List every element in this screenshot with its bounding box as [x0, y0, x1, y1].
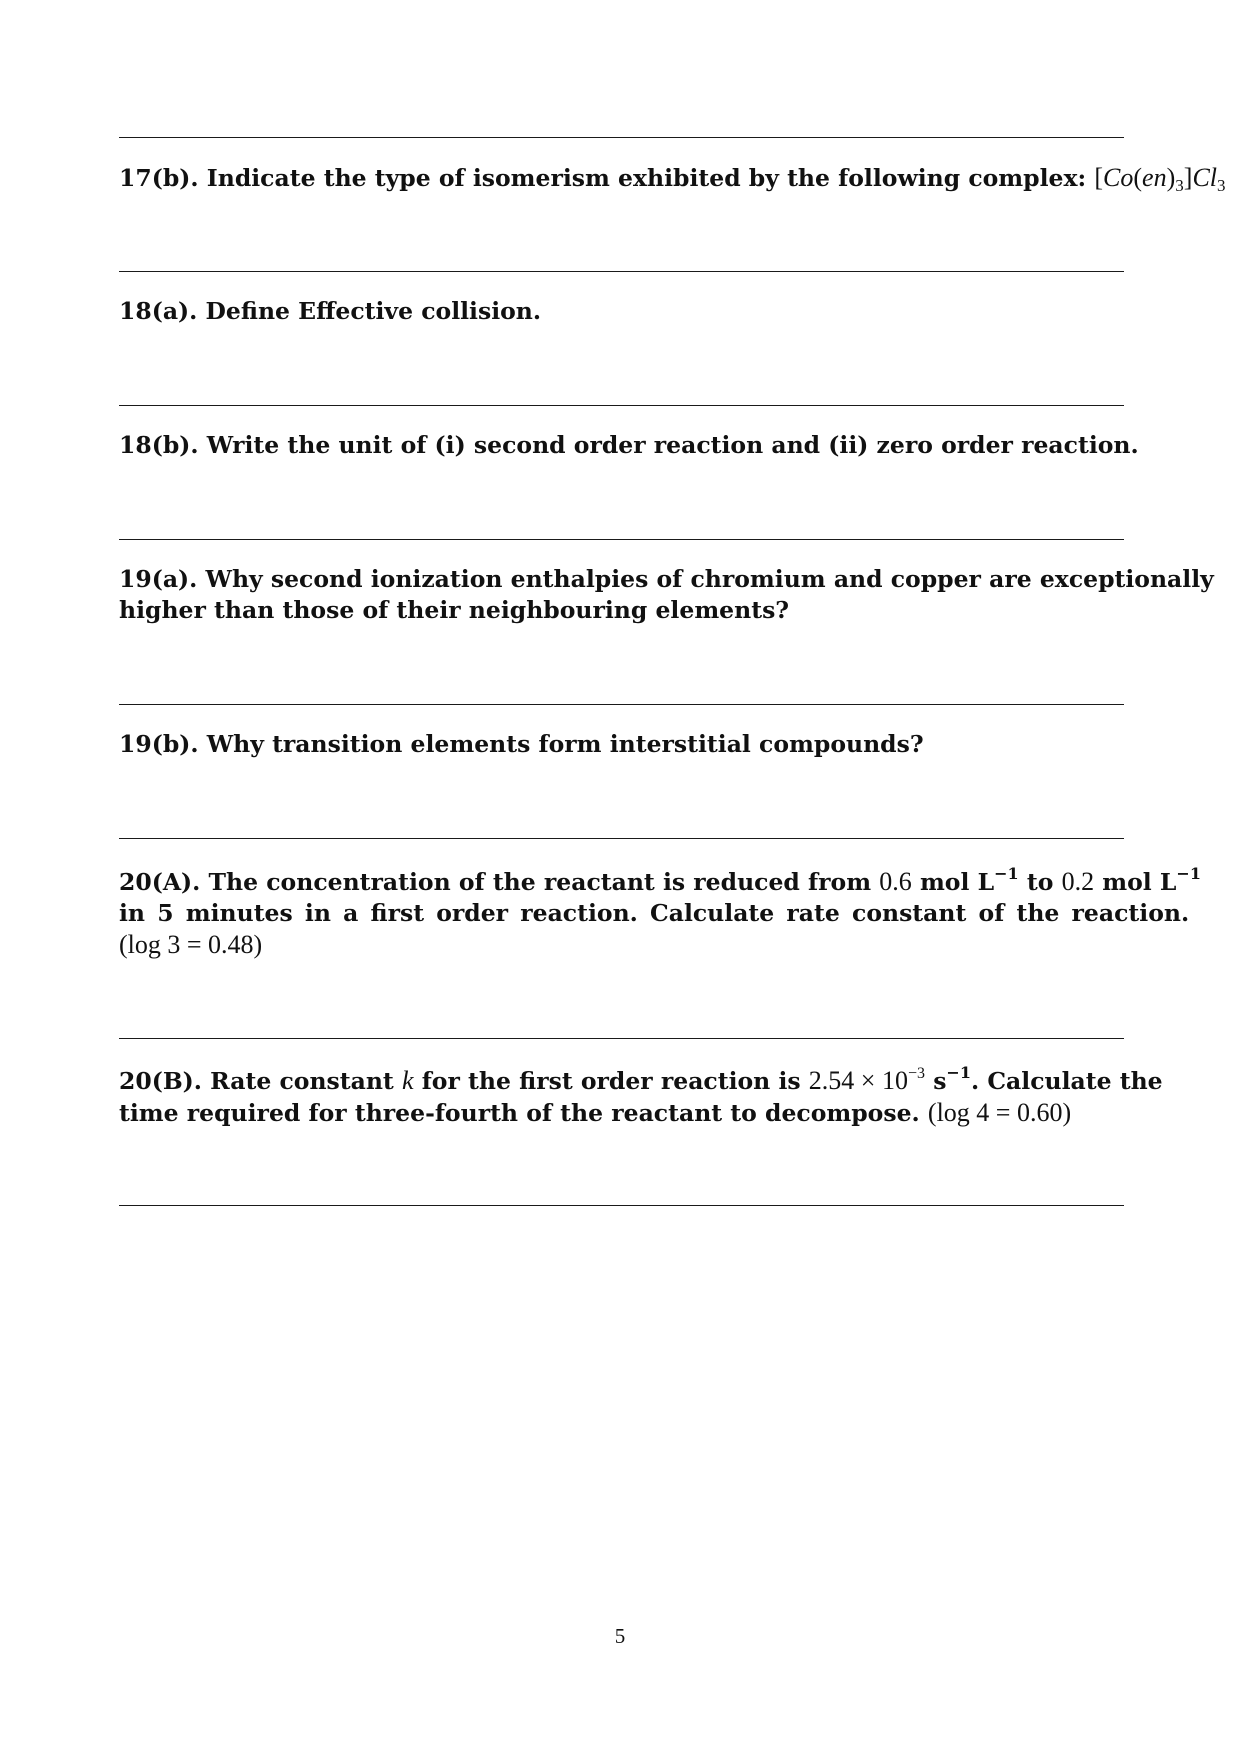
question-17b [119, 162, 1226, 195]
divider-line [119, 1205, 1124, 1206]
question-text: Write the unit of (i) second order reaction and (ii) zero order reaction. [206, 431, 1139, 459]
unit-2: mol $L^{-1}$ [1102, 864, 1201, 896]
page-number: 5 [614, 1624, 626, 1648]
question-text-line-2: higher than those of their neighbouring elements? [119, 596, 790, 624]
question-text-line-1: The concentration of the reactant is reduced from [208, 868, 872, 896]
question-number: 20(B). [119, 1067, 202, 1095]
question-text-part: . Calculate the [970, 1067, 1163, 1095]
rate-constant-value: $2.54 \times 10^{-3}$ [808, 1065, 925, 1095]
question-text: Why transition elements form interstitial compounds? [206, 730, 924, 758]
question-text-line-1: Why second ionization enthalpies of chromium and copper are exceptionally [205, 565, 1214, 593]
question-18b [119, 430, 1139, 461]
log-hint: (log 4 = 0.60) [927, 1098, 1072, 1127]
question-text-part: for the first order reaction is [421, 1067, 801, 1095]
question-text-line-2: in 5 minutes in a first order reaction. Calculate rate constant of the reaction. [119, 899, 1190, 927]
divider-line [119, 704, 1124, 705]
rate-constant-symbol: k [401, 1066, 414, 1095]
question-number: 18(b). [119, 431, 199, 459]
question-19a [119, 564, 1214, 626]
question-number: 18(a). [119, 297, 198, 325]
question-number: 17(b). [119, 164, 199, 192]
divider-line [119, 137, 1124, 138]
question-20B [119, 1063, 1163, 1129]
divider-line [119, 271, 1124, 272]
question-text-line-2: time required for three-fourth of the reactant to decompose. [119, 1099, 920, 1127]
concentration-value-2: 0.2 [1061, 867, 1095, 896]
rate-unit: $s^{-1}$ [933, 1063, 971, 1095]
question-number: 20(A). [119, 868, 201, 896]
unit-1: mol $L^{-1}$ [919, 864, 1019, 896]
question-number: 19(b). [119, 730, 199, 758]
divider-line [119, 838, 1124, 839]
divider-line [119, 539, 1124, 540]
concentration-value-1: 0.6 [879, 867, 912, 896]
question-19b [119, 729, 1129, 760]
question-20A [119, 864, 1201, 960]
to-word: to [1026, 868, 1054, 896]
question-text-part: Rate constant [210, 1067, 394, 1095]
question-text: Indicate the type of isomerism exhibited by the following complex: [206, 164, 1087, 192]
divider-line [119, 405, 1124, 406]
question-text: Define Effective collision. [205, 297, 542, 325]
question-number: 19(a). [119, 565, 198, 593]
question-18a [119, 296, 1129, 327]
divider-line [119, 1038, 1124, 1039]
complex-formula: $[Co(en)_3]Cl_3$ [1094, 163, 1226, 195]
log-hint: (log 3 = 0.48) [119, 930, 263, 959]
